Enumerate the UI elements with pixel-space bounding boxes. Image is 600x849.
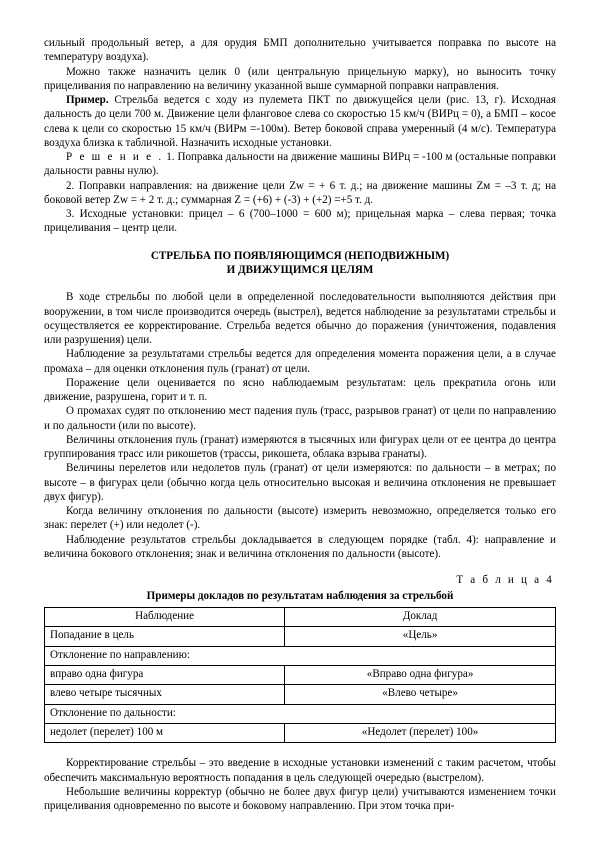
paragraph-solution-3: 3. Исходные установки: прицел – 6 (700–1000 = 600 м); прицельная марка – слева первая; точка прицеливания – центр цели. bbox=[44, 208, 556, 235]
table-row bbox=[45, 723, 556, 742]
solution-body-text: 1. Поправка дальности на движение машины ВИРц = -100 м (остальные поправки дальности равны нулю). bbox=[44, 151, 556, 178]
table-row bbox=[45, 646, 556, 665]
paragraph-deviation-measure: Величины отклонения пуль (гранат) измеряются в тысячных или фигурах цели от ее центра до центра группирования трасс или рикошетов (трассы, рикошета, облака взрыва гранаты). bbox=[44, 433, 556, 461]
table-head bbox=[45, 608, 556, 627]
section-heading-line-2: И ДВИЖУЩИМСЯ ЦЕЛЯМ bbox=[226, 263, 374, 276]
section-heading-line-1: СТРЕЛЬБА ПО ПОЯВЛЯЮЩИМСЯ (НЕПОДВИЖНЫМ) bbox=[150, 249, 450, 262]
table-header-report: Доклад bbox=[285, 608, 556, 627]
bottom-paragraphs-block bbox=[44, 756, 556, 813]
cell-report: «Вправо одна фигура» bbox=[285, 666, 556, 685]
example-lead-label: Пример. bbox=[66, 94, 109, 106]
cell-group-heading-direction: Отклонение по направлению: bbox=[45, 646, 556, 665]
table-header-row bbox=[45, 608, 556, 627]
paragraph-correction-definition: Корректирование стрельбы – это введение в исходные установки изменений с таким расчетом, чтобы обеспечить максимальную вероятность попадания в цель следующей очередью (выстрелом). bbox=[44, 757, 556, 784]
observation-report-table bbox=[44, 607, 556, 743]
paragraph-solution-1 bbox=[44, 150, 556, 179]
paragraph-observation-purpose: Наблюдение за результатами стрельбы ведется для определения момента поражения цели, а в случае промаха – для оценки отклонения пуль (гранат) от цели. bbox=[44, 348, 556, 375]
paragraph-sign-only: Когда величину отклонения по дальности (высоте) измерить невозможно, определяется только его знак: перелет (+) или недолет (-). bbox=[44, 505, 556, 532]
paragraph-miss-judgement: О промахах судят по отклонению мест падения пуль (трасс, разрывов гранат) от цели по направлению и по дальности (или по высоте). bbox=[44, 405, 556, 432]
table-header-observation: Наблюдение bbox=[45, 608, 285, 627]
table-row bbox=[45, 685, 556, 704]
body-paragraphs-block bbox=[44, 290, 556, 561]
cell-report: «Влево четыре» bbox=[285, 685, 556, 704]
paragraph-over-under-measure: Величины перелетов или недолетов пуль (гранат) от цели измеряются: по дальности – в метрах; по высоте – в фигурах цели (обычно когда цель относительно высокая и величина отклонения не превышает двух фигур). bbox=[44, 462, 556, 503]
cell-observation: вправо одна фигура bbox=[45, 666, 285, 685]
cell-report: «Недолет (перелет) 100» bbox=[285, 723, 556, 742]
section-heading bbox=[44, 249, 556, 278]
paragraph-target-hit-signs: Поражение цели оценивается по ясно наблюдаемым результатам: цель прекратила огонь или движение, разрушена, горит и т. п. bbox=[44, 376, 556, 404]
paragraph-firing-sequence: В ходе стрельбы по любой цели в определенной последовательности выполняются действия при вооружении, в том числе производится очередь (выстрел), ведется наблюдение за результатами стрельбы и осуществляется ее корректирование. Стрельба ведется обычно до поражения (уничтожения, подавления или разрушения) цели. bbox=[44, 291, 556, 347]
paragraph-aiming-point: Можно также назначить целик 0 (или центральную прицельную марку), но выносить точку прицеливания по направлению на величину указанной выше суммарной поправки направления. bbox=[44, 65, 556, 92]
table-block bbox=[44, 574, 556, 743]
paragraph-report-order: Наблюдение результатов стрельбы докладывается в следующем порядке (табл. 4): направление и величина бокового отклонения; знак и величина отклонения по дальности (высоте). bbox=[44, 533, 556, 560]
paragraph-small-corrections: Небольшие величины корректур (обычно не более двух фигур цели) учитываются изменением точки прицеливания одновременно по высоте и боковому направлению. При этом точка при- bbox=[44, 785, 556, 813]
paragraph-solution-2: 2. Поправки направления: на движение цели Zw = + 6 т. д.; на движение машины Zм = –3 т. д; на боковой ветер Zw = + 2 т. д.; суммарная Z = (+6) + (-3) + (+2) =+5 т. д. bbox=[44, 179, 556, 206]
solution-lead-label: Р е ш е н и е . bbox=[66, 151, 164, 163]
table-number-label: Т а б л и ц а 4 bbox=[456, 574, 554, 587]
table-body bbox=[45, 627, 556, 743]
table-row bbox=[45, 627, 556, 646]
paragraph-example bbox=[44, 93, 556, 150]
cell-observation: влево четыре тысячных bbox=[45, 685, 285, 704]
example-body-text: Стрельба ведется с ходу из пулемета ПКТ по движущейся цели (рис. 13, г). Исходная дальность до цели 700 м. Движение цели фланговое слева со скоростью 15 км/ч (ВИРц = 0), а БМП – косое слева к цели со скоростью 15 км/ч (ВИРм =-100м). Ветер боковой справа умеренный (4 м/с). Температура воздуха близка к табличной. Назначить исходные установки. bbox=[44, 94, 556, 149]
table-row bbox=[45, 704, 556, 723]
cell-observation: Попадание в цель bbox=[45, 627, 285, 646]
table-title: Примеры докладов по результатам наблюдения за стрельбой bbox=[146, 590, 454, 603]
table-row bbox=[45, 666, 556, 685]
cell-group-heading-range: Отклонение по дальности: bbox=[45, 704, 556, 723]
cell-report: «Цель» bbox=[285, 627, 556, 646]
cell-observation: недолет (перелет) 100 м bbox=[45, 723, 285, 742]
paragraph-continuation: сильный продольный ветер, а для орудия БМП дополнительно учитывается поправка по высоте на температуру воздуха). bbox=[44, 37, 556, 64]
intro-paragraphs-block bbox=[44, 36, 556, 236]
